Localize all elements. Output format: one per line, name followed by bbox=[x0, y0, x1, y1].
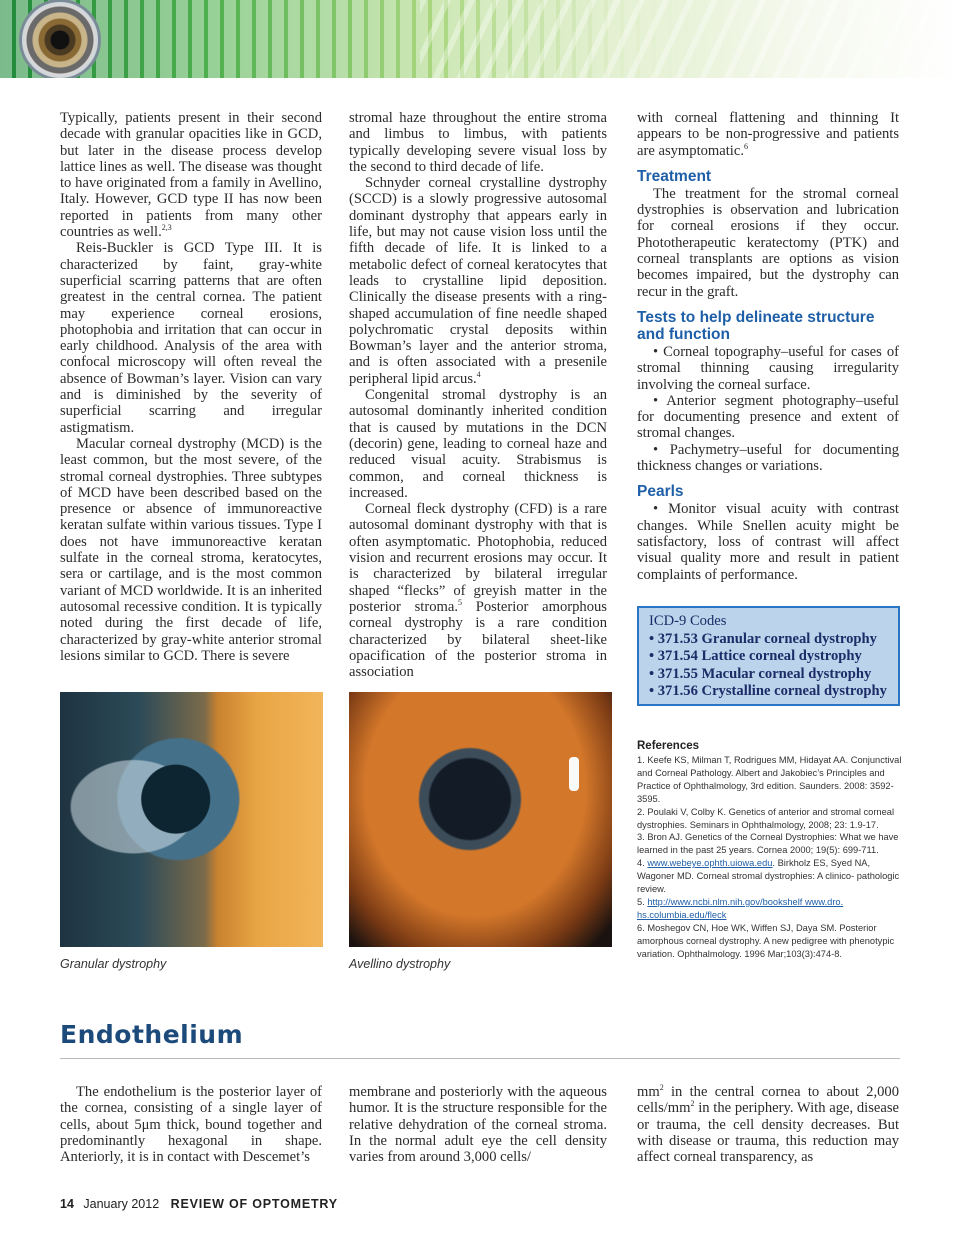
paragraph: Congenital stromal dystrophy is an autosomal dominantly inherited condition that is caused by mutations in the DCN (decorin) gene, leading to corneal haze and reduced visual acuity. Strabismus is common, and corneal thickness is increased. bbox=[349, 387, 607, 501]
paragraph: The treatment for the stromal corneal dystrophies is observation and lubrication for corneal erosions if they occur. Phototherapeutic keratectomy (PTK) and corneal transplants are options as vision becomes impaired, but the dystrophy can recur in the graft. bbox=[637, 185, 899, 300]
avellino-dystrophy-photo bbox=[349, 692, 612, 947]
paragraph: membrane and posteriorly with the aqueous humor. It is the structure responsible for the relative dehydration of the corneal stroma. In the normal adult eye the cell density varies from around 3,000 cells/ bbox=[349, 1084, 607, 1166]
header-banner bbox=[0, 0, 960, 78]
photo-caption: Avellino dystrophy bbox=[349, 957, 451, 971]
eye-logo-icon bbox=[22, 2, 98, 78]
icd-item: • 371.56 Crystalline corneal dystrophy bbox=[649, 683, 887, 700]
bullet-item: • Monitor visual acuity with contrast changes. While Snellen acuity might be satisfactory, loss of contrast will affect visual quality more and result in patient complaints of performance. bbox=[637, 501, 899, 583]
bullet-item: • Anterior segment photography–useful for documenting presence and extent of stromal changes. bbox=[637, 392, 899, 442]
page-footer bbox=[60, 1197, 338, 1211]
endothelium-column-1 bbox=[60, 1084, 322, 1165]
citation: 4 bbox=[476, 369, 481, 379]
paragraph: Reis-Buckler is GCD Type III. It is characterized by faint, gray-white superficial scarring patterns that are often greatest in the central cornea. The patient may experience corneal erosions, photophobia and irritation that can occur in early childhood. Analysis of the area with confocal microscopy will often reveal the absence of Bowman’s layer. Vision can vary and is diminished by the severity of superficial scarring and irregular astigmatism. bbox=[60, 240, 322, 436]
bullet-item: • Corneal topography–useful for cases of stromal thinning causing irregularity involving the corneal surface. bbox=[637, 343, 899, 393]
paragraph: with corneal flattening and thinning It appears to be non-progressive and patients are asymptomatic.$^6$ bbox=[637, 110, 899, 159]
endothelium-column-2 bbox=[349, 1084, 607, 1165]
issue-date: January 2012 bbox=[83, 1197, 160, 1211]
icd-item: • 371.54 Lattice corneal dystrophy bbox=[649, 648, 862, 665]
references bbox=[637, 740, 902, 961]
paragraph: Schnyder corneal crystalline dystrophy (SCCD) is a slowly progressive autosomal dominant dystrophy that appears early in life, but may not cause vision loss until the fifth decade of life. It is linked to a metabolic defect of corneal keratocytes that leads to crystalline lipid deposition. Clinically the disease presents with a ring- shaped accumulation of fine needle shaped polychromatic crystal deposits within Bowman’s layer and the anterior stroma, and is often associated with a presenile peripheral lipid arcus.$^4$ bbox=[349, 175, 607, 387]
text-column-1 bbox=[60, 110, 322, 664]
granular-dystrophy-photo bbox=[60, 692, 323, 947]
section-title: Endothelium bbox=[60, 1020, 244, 1049]
citation: 2,3 bbox=[161, 223, 172, 233]
banner-stripes bbox=[420, 0, 960, 78]
bullet-item: • Pachymetry–useful for documenting thickness changes or variations. bbox=[637, 441, 899, 475]
reference-item: 5. http://www.ncbi.nlm.nih.gov/bookshelf www.dro. hs.columbia.edu/fleck bbox=[637, 896, 844, 920]
publication-name: REVIEW OF OPTOMETRY bbox=[170, 1197, 338, 1211]
page-number: 14 bbox=[60, 1197, 74, 1211]
references-heading: References bbox=[637, 740, 700, 752]
paragraph: The endothelium is the posterior layer of the cornea, consisting of a single layer of cells, about 5μm thick, bound together and predominantly hexagonal in shape. Anteriorly, it is in contact with Descemet’s bbox=[60, 1084, 322, 1166]
paragraph: stromal haze throughout the entire stroma and limbus to limbus, with patients typically developing severe visual loss by the second to third decade of life. bbox=[349, 110, 607, 175]
reference-item: 2. Poulaki V, Colby K. Genetics of anterior and stromal corneal dystrophies. Seminars in Ophthalmology, 2008; 23: 1.9-17. bbox=[637, 806, 895, 830]
reference-item: 6. Moshegov CN, Hoe WK, Wiffen SJ, Daya SM. Posterior amorphous corneal dystrophy. A new pedigree with phenotypic variation. Ophthalmology. 1996 Mar;103(3):474-8. bbox=[637, 922, 895, 959]
reference-item: 3. Bron AJ. Genetics of the Corneal Dystrophies: What we have learned in the past 25 years. Cornea 2000; 19(5): 699-711. bbox=[637, 832, 899, 856]
icd-codes-box bbox=[637, 606, 900, 706]
reference-link[interactable]: www.webeye.ophth.uiowa.edu bbox=[647, 858, 773, 869]
icd-item: • 371.53 Granular corneal dystrophy bbox=[649, 630, 877, 647]
paragraph: Corneal fleck dystrophy (CFD) is a rare autosomal dominant dystrophy with that is often asymptomatic. Photophobia, reduced vision and recurrent erosions may occur. It is characterized by bilateral irregular shaped “flecks” of greyish matter in the posterior stroma.$^5$ Posterior amorphous corneal dystrophy is a rare condition characterized by bilateral sheet-like opacification of the posterior stroma in association bbox=[349, 501, 607, 681]
photo-caption: Granular dystrophy bbox=[60, 957, 167, 971]
endothelium-column-3 bbox=[637, 1084, 899, 1165]
paragraph: Macular corneal dystrophy (MCD) is the least common, but the most severe, of the stromal corneal dystrophies. Three subtypes of MCD have been described based on the presence or absence of immunoreactive keratan sulfate within various tissues. Type I does not have immunoreactive keratan sulfate in the corneal stroma, keratocytes, sera or cartilage, and is the most common variant of MCD worldwide. It is an inherited autosomal recessive condition. It is typically noted during the first decade of life, characterized by gray-white anterior stromal lesions similar to GCD. There is severe bbox=[60, 435, 322, 664]
light-reflex bbox=[569, 757, 579, 791]
reference-link[interactable]: http://www.ncbi.nlm.nih.gov/bookshelf www.dro. hs.columbia.edu/fleck bbox=[637, 896, 844, 920]
icd-title: ICD-9 Codes bbox=[649, 613, 727, 629]
icd-item: • 371.55 Macular corneal dystrophy bbox=[649, 665, 872, 682]
citation: 5 bbox=[457, 598, 462, 608]
reference-item: 1. Keefe KS, Milman T, Rodrigues MM, Hidayat AA. Conjunctival and Corneal Pathology. Albert and Jakobiec’s Principles and Practice of Ophthalmology, 3rd edition. Saunders. 2008: 3592-3595. bbox=[637, 755, 902, 804]
citation: 6 bbox=[743, 141, 748, 151]
heading-tests: Tests to help delineate structure and function bbox=[637, 308, 875, 343]
section-divider bbox=[60, 1058, 900, 1059]
text-column-3 bbox=[637, 110, 899, 583]
heading-pearls: Pearls bbox=[637, 483, 684, 501]
paragraph: Typically, patients present in their second decade with granular opacities like in GCD, but later in the disease process develop lattice lines as well. The disease was thought to have originated from a family in Avellino, Italy. However, GCD type II has now been reported in patients from many other countries as well.$^{2,3}$ bbox=[60, 110, 322, 241]
heading-treatment: Treatment bbox=[637, 167, 712, 185]
reference-item: 4. www.webeye.ophth.uiowa.edu. Birkholz ES, Syed NA, Wagoner MD. Corneal stromal dystrophies: A clinico- pathologic review. bbox=[637, 858, 900, 895]
paragraph: $mm^2$ in the central cornea to about 2,000 cells/$mm^2$ in the periphery. With age, disease or trauma, the cell density decreases. But with disease or trauma, this reduction may affect corneal transparency, as bbox=[637, 1083, 899, 1166]
text-column-2 bbox=[349, 110, 607, 680]
